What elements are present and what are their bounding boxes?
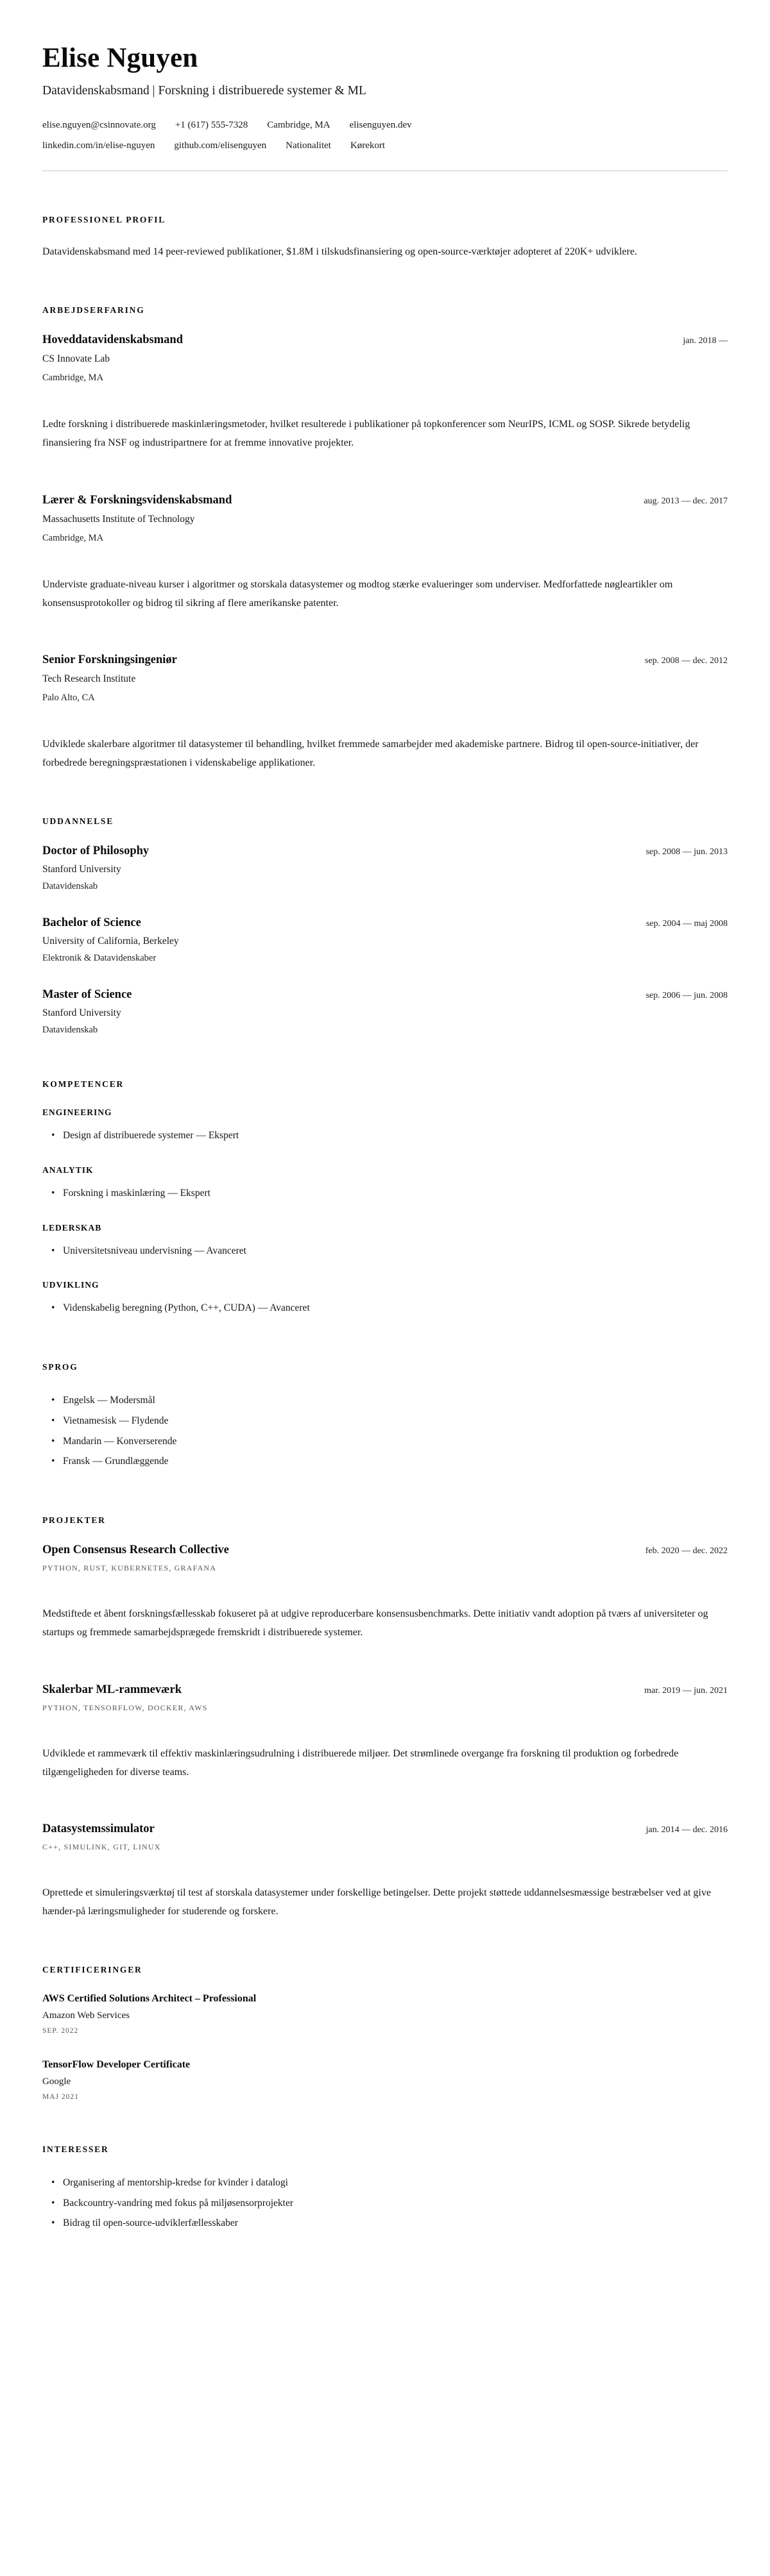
skill-group bbox=[42, 1165, 728, 1204]
section-heading-skills: KOMPETENCER bbox=[42, 1079, 124, 1090]
contact-location: Cambridge, MA bbox=[267, 120, 330, 131]
project-title: Skalerbar ML-rammeværk bbox=[42, 1683, 182, 1696]
project-dates: feb. 2020 — dec. 2022 bbox=[645, 1546, 728, 1556]
degree-field: Datavidenskab bbox=[42, 881, 98, 892]
job-dates: aug. 2013 — dec. 2017 bbox=[644, 496, 728, 506]
degree-school: University of California, Berkeley bbox=[42, 936, 179, 947]
skill-group-name: LEDERSKAB bbox=[42, 1222, 102, 1233]
degree-field: Elektronik & Datavidenskaber bbox=[42, 953, 157, 964]
project-title: Open Consensus Research Collective bbox=[42, 1544, 230, 1557]
section-heading-certifications: CERTIFICERINGER bbox=[42, 1964, 142, 1974]
job-dates: sep. 2008 — dec. 2012 bbox=[644, 656, 728, 666]
job-company: Tech Research Institute bbox=[42, 673, 136, 685]
degree-dates: sep. 2004 — maj 2008 bbox=[646, 919, 728, 929]
skill-item bbox=[51, 1241, 728, 1261]
job-description: Udviklede skalerbare algoritmer til datasystemer til behandling, hvilket fremmede samarbejder med akademiske partnere. Bidrog til open-source-initiativer, der forbedrede beregningspræstationen i videnskabelige applikationer. bbox=[42, 739, 699, 769]
contact-row-2 bbox=[42, 140, 728, 151]
degree-school: Stanford University bbox=[42, 1007, 121, 1019]
skill-group-name: ENGINEERING bbox=[42, 1107, 112, 1118]
project-tech-stack: PYTHON, RUST, KUBERNETES, GRAFANA bbox=[42, 1563, 217, 1573]
contact-phone: +1 (617) 555-7328 bbox=[175, 120, 248, 131]
section-projects bbox=[42, 1515, 728, 1921]
degree-title: Doctor of Philosophy bbox=[42, 845, 150, 858]
section-heading-experience: ARBEJDSERFARING bbox=[42, 305, 145, 316]
skill-item-label: Forskning i maskinlæring — Ekspert bbox=[63, 1187, 210, 1199]
skill-group bbox=[42, 1280, 728, 1318]
skill-list bbox=[42, 1183, 728, 1204]
skill-item bbox=[51, 1183, 728, 1204]
section-profile bbox=[42, 215, 728, 262]
language-item bbox=[51, 1411, 728, 1431]
language-item-label: Mandarin — Konverserende bbox=[63, 1435, 177, 1447]
skill-item-label: Universitetsniveau undervisning — Avanceret bbox=[63, 1245, 246, 1256]
job-location: Cambridge, MA bbox=[42, 373, 104, 383]
job-entry-head bbox=[42, 653, 728, 667]
skill-list bbox=[42, 1298, 728, 1318]
language-item bbox=[51, 1431, 728, 1452]
project-tech-stack: PYTHON, TENSORFLOW, DOCKER, AWS bbox=[42, 1703, 208, 1712]
language-item bbox=[51, 1451, 728, 1472]
certification-date: MAJ 2021 bbox=[42, 2092, 79, 2101]
language-item-label: Fransk — Grundlæggende bbox=[63, 1456, 169, 1467]
job-title: Lærer & Forskningsvidenskabsmand bbox=[42, 493, 232, 507]
project-description: Medstiftede et åbent forskningsfællesskab fokuseret på at udgive reproducerbare konsensusbenchmarks. Dette initiativ vandt adoption på tværs af universiteter og startups og fremmede samarbejdsprægede fremskridt i distribuerede systemer. bbox=[42, 1608, 708, 1638]
project-entry bbox=[42, 1544, 728, 1642]
skill-list bbox=[42, 1241, 728, 1261]
interest-item bbox=[51, 2193, 728, 2214]
job-entry-head bbox=[42, 333, 728, 347]
project-entry-head bbox=[42, 1683, 728, 1697]
certification-title: AWS Certified Solutions Architect – Professional bbox=[42, 1992, 257, 2004]
project-entry-head bbox=[42, 1823, 728, 1836]
certification-title: TensorFlow Developer Certificate bbox=[42, 2058, 191, 2070]
degree-field: Datavidenskab bbox=[42, 1025, 98, 1036]
section-heading-profile: PROFESSIONEL PROFIL bbox=[42, 215, 166, 225]
interest-item bbox=[51, 2173, 728, 2193]
skill-group bbox=[42, 1107, 728, 1146]
certification-entry bbox=[42, 1993, 728, 2035]
section-certifications bbox=[42, 1965, 728, 2101]
skill-item-label: Design af distribuerede systemer — Ekspert bbox=[63, 1130, 239, 1141]
interest-list bbox=[42, 2173, 728, 2234]
interest-item bbox=[51, 2213, 728, 2234]
section-education bbox=[42, 816, 728, 1036]
job-entry-head bbox=[42, 494, 728, 507]
skill-group-name: ANALYTIK bbox=[42, 1165, 94, 1175]
job-title: Hoveddatavidenskabsmand bbox=[42, 333, 183, 347]
contact-linkedin: linkedin.com/in/elise-nguyen bbox=[42, 140, 155, 151]
project-entry bbox=[42, 1823, 728, 1921]
certification-entry bbox=[42, 2059, 728, 2101]
education-entry bbox=[42, 845, 728, 892]
degree-school: Stanford University bbox=[42, 864, 121, 875]
section-languages bbox=[42, 1362, 728, 1472]
degree-title: Master of Science bbox=[42, 988, 132, 1002]
section-heading-languages: SPROG bbox=[42, 1362, 78, 1372]
contact-nationality: Nationalitet bbox=[286, 140, 331, 151]
project-dates: jan. 2014 — dec. 2016 bbox=[646, 1825, 728, 1835]
language-item bbox=[51, 1390, 728, 1411]
job-location: Palo Alto, CA bbox=[42, 693, 95, 703]
section-heading-interests: INTERESSER bbox=[42, 2144, 109, 2154]
education-entry-head bbox=[42, 916, 728, 930]
section-experience bbox=[42, 305, 728, 773]
candidate-name: Elise Nguyen bbox=[42, 43, 198, 73]
certification-date: SEP. 2022 bbox=[42, 2026, 79, 2035]
education-entry-head bbox=[42, 845, 728, 858]
section-heading-projects: PROJEKTER bbox=[42, 1515, 106, 1526]
interest-item-label: Bidrag til open-source-udviklerfællesskaber bbox=[63, 2218, 238, 2229]
skill-group-name: UDVIKLING bbox=[42, 1280, 99, 1290]
section-skills bbox=[42, 1079, 728, 1318]
language-item-label: Vietnamesisk — Flydende bbox=[63, 1415, 169, 1426]
section-heading-education: UDDANNELSE bbox=[42, 816, 114, 827]
skill-item-label: Videnskabelig beregning (Python, C++, CUDA) — Avanceret bbox=[63, 1302, 310, 1314]
section-interests bbox=[42, 2144, 728, 2234]
interest-item-label: Backcountry-vandring med fokus på miljøsensorprojekter bbox=[63, 2197, 293, 2209]
job-entry bbox=[42, 333, 728, 453]
contact-drivers-license: Kørekort bbox=[350, 140, 386, 151]
contact-email: elise.nguyen@csinnovate.org bbox=[42, 120, 156, 131]
job-description: Underviste graduate-niveau kurser i algoritmer og storskala datasystemer og modtog stærke evalueringer som underviser. Medforfattede nøgleartikler om konsensusprotokoller og bidrog til sikring af flere amerikanske patenter. bbox=[42, 578, 673, 609]
project-description: Oprettede et simuleringsværktøj til test af storskala datasystemer under forskellige betingelser. Dette projekt støttede uddannelsesmæssige bestræbelser ved at give hænder-på læringsmuligheder for studerende og forskere. bbox=[42, 1887, 711, 1917]
job-company: CS Innovate Lab bbox=[42, 353, 110, 365]
job-dates: jan. 2018 — bbox=[683, 336, 728, 346]
certification-issuer: Google bbox=[42, 2076, 71, 2087]
job-entry bbox=[42, 653, 728, 773]
language-list bbox=[42, 1390, 728, 1472]
candidate-headline: Datavidenskabsmand | Forskning i distribuerede systemer & ML bbox=[42, 84, 366, 98]
degree-dates: sep. 2006 — jun. 2008 bbox=[646, 991, 728, 1001]
contact-website: elisenguyen.dev bbox=[349, 120, 412, 131]
contact-row-1 bbox=[42, 120, 728, 131]
job-description: Ledte forskning i distribuerede maskinlæringsmetoder, hvilket resulterede i publikationer på topkonferencer som NeurIPS, ICML og SOSP. Sikrede betydelig finansiering fra NSF og industripartnere for at fremme innovative projekter. bbox=[42, 419, 690, 449]
resume-header bbox=[42, 42, 728, 171]
project-tech-stack: C++, SIMULINK, GIT, LINUX bbox=[42, 1842, 161, 1852]
job-title: Senior Forskningsingeniør bbox=[42, 653, 177, 667]
project-description: Udviklede et rammeværk til effektiv maskinlæringsudrulning i distribuerede miljøer. Det strømlinede overgange fra forskning til produktion og forbedrede tilgængeligheden for diverse teams. bbox=[42, 1747, 679, 1778]
interest-item-label: Organisering af mentorship-kredse for kvinder i datalogi bbox=[63, 2176, 288, 2188]
profile-summary: Datavidenskabsmand med 14 peer-reviewed publikationer, $1.8M i tilskudsfinansiering og open-source-værktøjer adopteret af 220K+ udviklere. bbox=[42, 246, 637, 258]
degree-dates: sep. 2008 — jun. 2013 bbox=[646, 847, 728, 857]
education-entry bbox=[42, 988, 728, 1036]
degree-title: Bachelor of Science bbox=[42, 916, 141, 930]
job-company: Massachusetts Institute of Technology bbox=[42, 513, 195, 525]
project-title: Datasystemssimulator bbox=[42, 1823, 155, 1836]
contact-github: github.com/elisenguyen bbox=[174, 140, 267, 151]
project-dates: mar. 2019 — jun. 2021 bbox=[644, 1685, 728, 1696]
certification-issuer: Amazon Web Services bbox=[42, 2010, 130, 2021]
language-item-label: Engelsk — Modersmål bbox=[63, 1395, 155, 1406]
job-location: Cambridge, MA bbox=[42, 532, 104, 543]
skill-list bbox=[42, 1125, 728, 1146]
skill-item bbox=[51, 1298, 728, 1318]
project-entry-head bbox=[42, 1544, 728, 1557]
skill-item bbox=[51, 1125, 728, 1146]
education-entry bbox=[42, 916, 728, 964]
skill-group bbox=[42, 1223, 728, 1261]
project-entry bbox=[42, 1683, 728, 1782]
job-entry bbox=[42, 494, 728, 613]
education-entry-head bbox=[42, 988, 728, 1002]
